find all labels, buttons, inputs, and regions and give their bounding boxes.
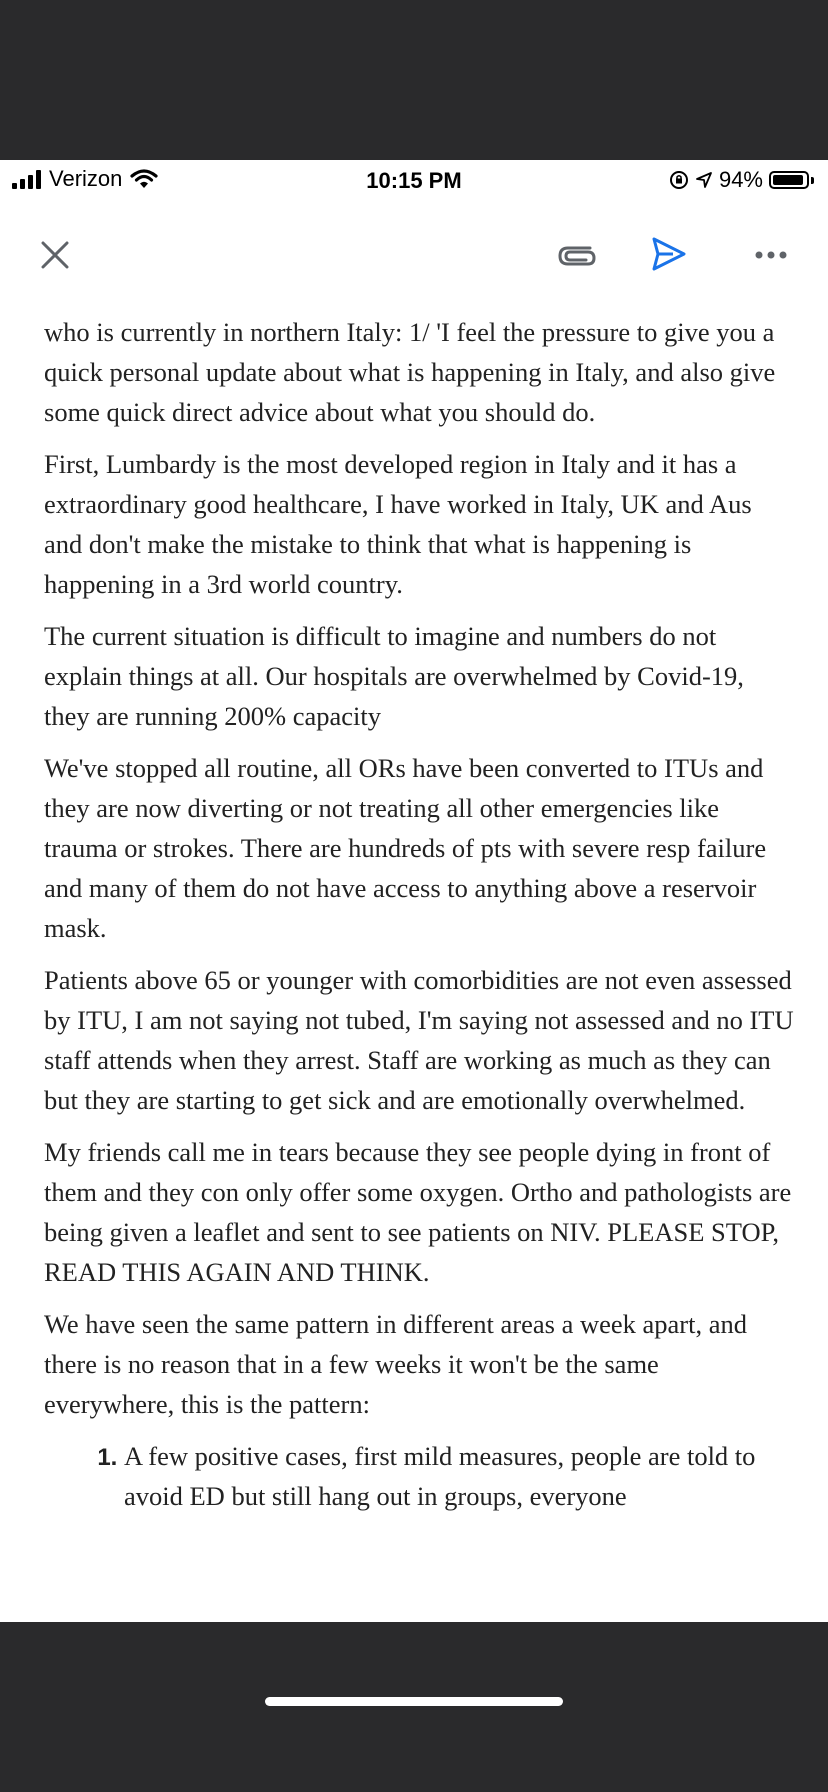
- status-bar: [0, 160, 828, 202]
- send-icon[interactable]: [651, 236, 687, 272]
- paragraph: First, Lumbardy is the most developed region in Italy and it has a extraordinary good healthcare, I have worked in Italy, UK and Aus and don't make the mistake to think that what is happening is happening in a 3rd world country.: [44, 449, 752, 599]
- paragraph: My friends call me in tears because they see people dying in front of them and they con only offer some oxygen. Ortho and pathologists are being given a leaflet and sent to see patients on NIV. PLEASE STOP, READ THIS AGAIN AND THINK.: [44, 1137, 792, 1287]
- paragraph: The current situation is difficult to imagine and numbers do not explain things at all. Our hospitals are overwhelmed by Covid-19, they are running 200% capacity: [44, 621, 744, 731]
- paragraph: Patients above 65 or younger with comorbidities are not even assessed by ITU, I am not saying not tubed, I'm saying not assessed and no ITU staff attends when they arrest. Staff are working as much as they can but they are starting to get sick and are emotionally overwhelmed.: [44, 965, 794, 1115]
- status-time: 10:15 PM: [366, 168, 462, 193]
- paragraph: We've stopped all routine, all ORs have been converted to ITUs and they are now diverting or not treating all other emergencies like trauma or strokes. There are hundreds of pts with severe resp failure and many of them do not have access to anything above a reservoir mask.: [44, 753, 767, 943]
- battery-icon: [769, 171, 814, 189]
- top-letterbox: [0, 0, 828, 160]
- paragraph: who is currently in northern Italy: 1/ 'I feel the pressure to give you a quick personal update about what is happening in Italy, and also give some quick direct advice about what you should do.: [44, 317, 776, 427]
- battery-percent: 94%: [718, 167, 763, 192]
- bottom-letterbox: [0, 1622, 828, 1792]
- status-right: [669, 167, 814, 193]
- battery-fill: [773, 175, 803, 185]
- paperclip-icon[interactable]: [556, 238, 598, 272]
- home-indicator[interactable]: [265, 1697, 563, 1706]
- close-icon[interactable]: [40, 240, 70, 270]
- paragraph: We have seen the same pattern in different areas a week apart, and there is no reason that in a few weeks it won't be the same everywhere, this is the pattern:: [44, 1309, 747, 1419]
- more-icon[interactable]: [754, 250, 788, 260]
- location-icon: [695, 171, 713, 189]
- compose-toolbar: [0, 210, 828, 300]
- numbered-list: [44, 1436, 794, 1516]
- email-body[interactable]: [44, 312, 794, 1622]
- list-item: 1. A few positive cases, first mild measures, people are told to avoid ED but still hang out in groups, everyone: [124, 1436, 794, 1516]
- carrier-label: Verizon: [49, 166, 123, 191]
- orientation-lock-icon: [669, 170, 689, 190]
